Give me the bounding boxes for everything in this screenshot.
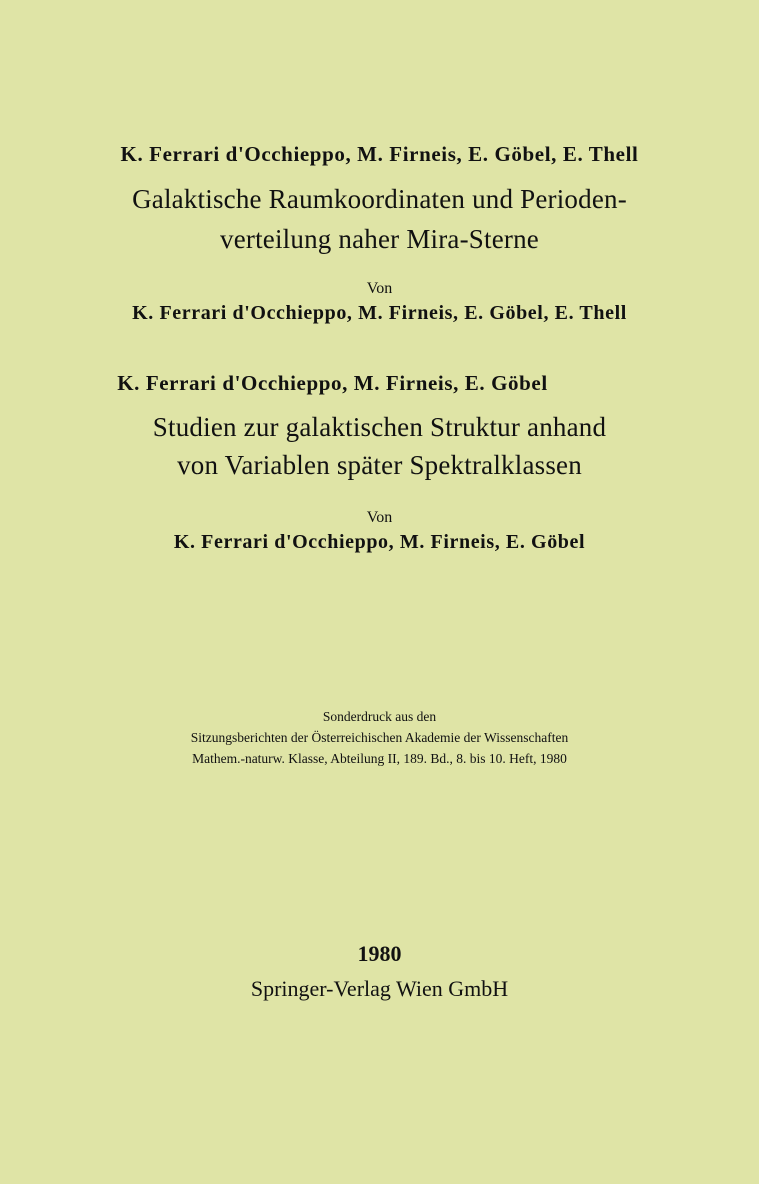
- paper2-title-line-1: Studien zur galaktischen Struktur anhand: [152, 412, 607, 442]
- publisher-name: Springer-Verlag Wien GmbH: [250, 976, 509, 1001]
- paper1-title-line-2: verteilung naher Mira-Sterne: [220, 224, 539, 254]
- offprint-note-line-3: Mathem.-naturw. Klasse, Abteilung II, 189. Bd., 8. bis 10. Heft, 1980: [192, 751, 567, 766]
- offprint-note-line-1: Sonderdruck aus den: [322, 709, 437, 724]
- publication-year: 1980: [357, 941, 402, 966]
- paper1-title-line-1: Galaktische Raumkoordinaten und Perioden-: [132, 184, 627, 214]
- paper2-von: Von: [366, 509, 393, 526]
- offprint-note-line-2: Sitzungsberichten der Österreichischen Akademie der Wissenschaften: [190, 730, 569, 745]
- paper1-authors-byline: K. Ferrari d'Occhieppo, M. Firneis, E. Göbel, E. Thell: [132, 302, 627, 324]
- paper2-title-line-2: von Variablen später Spektralklassen: [177, 450, 582, 480]
- paper1-authors-heading: K. Ferrari d'Occhieppo, M. Firneis, E. Göbel, E. Thell: [120, 142, 639, 166]
- paper1-von: Von: [366, 280, 393, 297]
- paper2-authors-heading: K. Ferrari d'Occhieppo, M. Firneis, E. Göbel: [117, 371, 548, 395]
- paper2-authors-byline: K. Ferrari d'Occhieppo, M. Firneis, E. Göbel: [173, 531, 586, 553]
